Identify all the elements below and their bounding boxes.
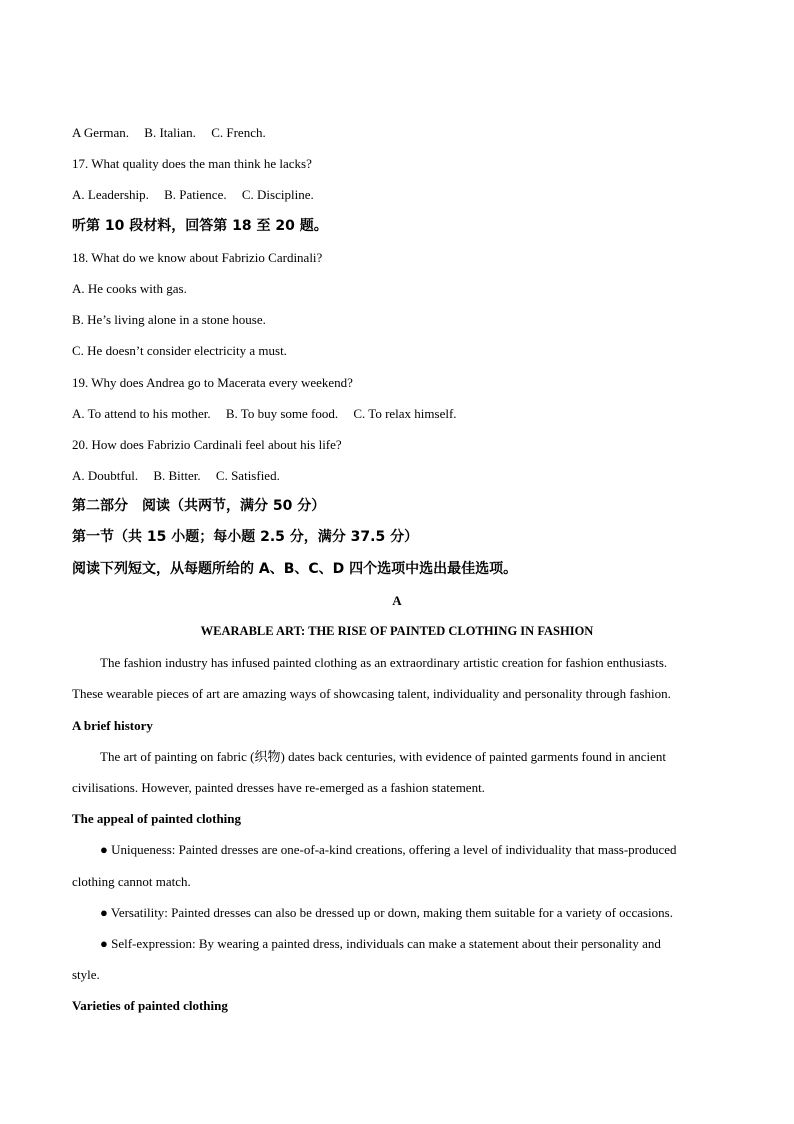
bullet-selfexpression-line-2: style.	[72, 967, 100, 983]
bullet-uniqueness-line-2: clothing cannot match.	[72, 873, 191, 889]
q19-option-b: B. To buy some food.	[225, 405, 339, 421]
appeal-heading: The appeal of painted clothing	[72, 811, 242, 827]
section-10-instruction: 听第 10 段材料，回答第 18 至 20 题。	[72, 217, 328, 234]
q20-option-b: B. Bitter.	[153, 468, 201, 484]
q20-option-a: A. Doubtful.	[72, 468, 139, 484]
passage-intro-line-1: The fashion industry has infused painted clothing as an extraordinary artistic creation for fashion enthusiasts.	[100, 655, 668, 671]
q18-option-a: A. He cooks with gas.	[72, 280, 187, 296]
q19-option-a: A. To attend to his mother.	[72, 405, 211, 421]
passage-title: WEARABLE ART: THE RISE OF PAINTED CLOTHING IN FASHION	[200, 624, 594, 638]
bullet-uniqueness-line-1: ● Uniqueness: Painted dresses are one-of-a-kind creations, offering a level of individuality that mass-produced	[100, 842, 677, 858]
q17-option-a: A. Leadership.	[72, 187, 149, 203]
bullet-selfexpression-line-1: ● Self-expression: By wearing a painted dress, individuals can make a statement about their personality and	[100, 935, 661, 951]
q17-question: 17. What quality does the man think he lacks?	[72, 156, 312, 172]
document-page	[72, 117, 722, 1021]
q16-option-b: B. Italian.	[144, 125, 196, 140]
q17-option-b: B. Patience.	[164, 187, 227, 203]
history-heading: A brief history	[72, 717, 153, 733]
passage-intro-line-2: These wearable pieces of art are amazing ways of showcasing talent, individuality and personality through fashion.	[72, 686, 671, 702]
q17-option-c: C. Discipline.	[241, 187, 314, 203]
varieties-heading: Varieties of painted clothing	[72, 998, 228, 1014]
q18-option-c: C. He doesn’t consider electricity a must.	[72, 343, 287, 359]
section-one-heading: 第一节（共 15 小题；每小题 2.5 分，满分 37.5 分）	[72, 529, 419, 546]
q16-options	[72, 117, 722, 148]
q16-option-c: C. French.	[211, 125, 266, 140]
q20-option-c: C. Satisfied.	[215, 468, 280, 484]
q18-option-b: B. He’s living alone in a stone house.	[72, 312, 266, 328]
part-two-heading: 第二部分 阅读（共两节，满分 50 分）	[72, 498, 326, 515]
q19-options	[72, 398, 722, 429]
history-line-2: civilisations. However, painted dresses have re-emerged as a fashion statement.	[72, 779, 485, 795]
history-line-1: The art of painting on fabric (织物) dates back centuries, with evidence of painted garments found in ancient	[100, 748, 667, 764]
q20-options	[72, 460, 722, 491]
q19-option-c: C. To relax himself.	[353, 405, 457, 421]
q17-options	[72, 179, 722, 210]
q16-option-a: A German.	[72, 125, 130, 140]
q18-question: 18. What do we know about Fabrizio Cardinali?	[72, 249, 323, 265]
q20-question: 20. How does Fabrizio Cardinali feel about his life?	[72, 436, 342, 452]
q19-question: 19. Why does Andrea go to Macerata every weekend?	[72, 374, 353, 390]
reading-instruction: 阅读下列短文，从每题所给的 A、B、C、D 四个选项中选出最佳选项。	[72, 560, 518, 577]
passage-letter: A	[392, 592, 402, 608]
bullet-versatility: ● Versatility: Painted dresses can also be dressed up or down, making them suitable for a variety of occasions.	[100, 904, 673, 920]
